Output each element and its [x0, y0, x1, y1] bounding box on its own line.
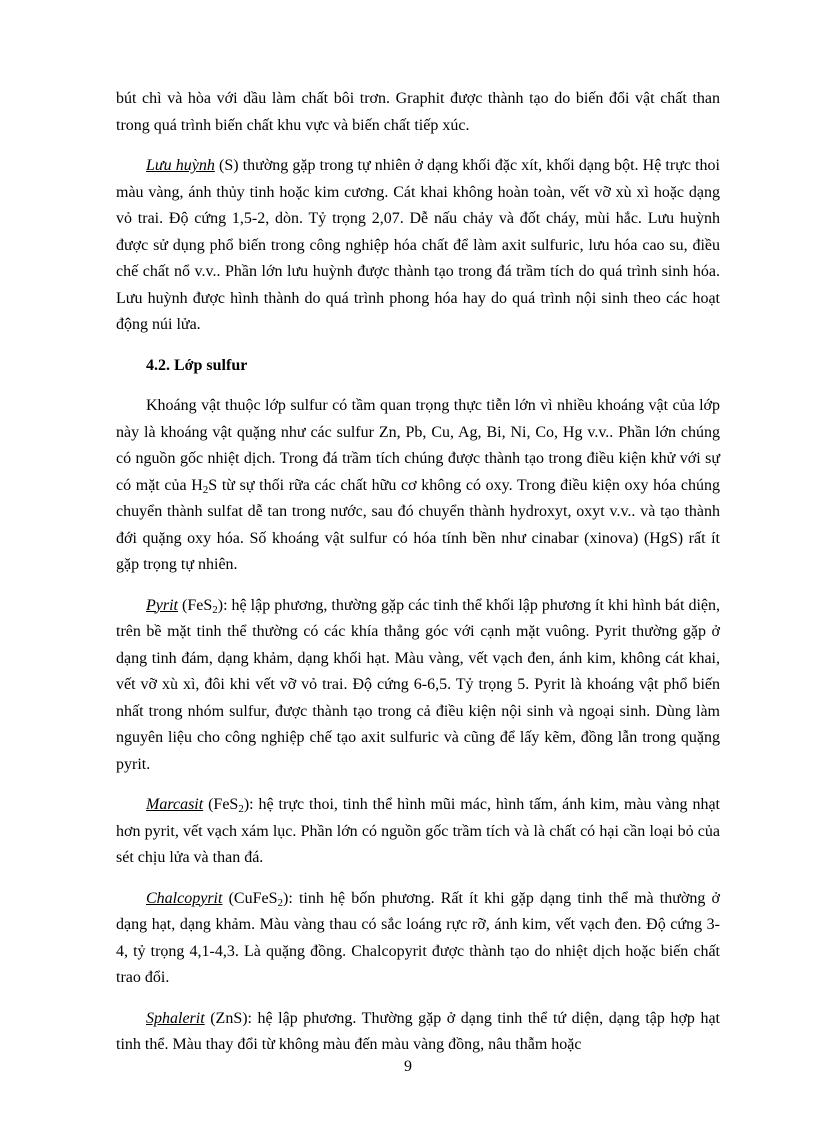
document-page: [116, 86, 720, 1059]
mineral-term-marcasit: Marcasit: [146, 796, 204, 813]
paragraph-text: S từ sự thối rữa các chất hữu cơ không có oxy. Trong điều kiện oxy hóa chúng chuyển thành sulfat dễ tan trong nước, sau đó chuyển thành hydroxyt, oxyt v.v.. và tạo thành đới quặng oxy hóa. Số khoáng vật sulfur có hóa tính bền như cinabar (xinova) (HgS) rất ít gặp trọng tự nhiên.: [116, 476, 720, 573]
paragraph-text: (S) thường gặp trong tự nhiên ở dạng khối đặc xít, khối dạng bột. Hệ trực thoi màu vàng, ánh thủy tinh hoặc kim cương. Cát khai không hoàn toàn, vết vỡ xù xì hoặc dạng vỏ trai. Độ cứng 1,5-2, dòn. Tỷ trọng 2,07. Dễ nấu chảy và đốt cháy, mùi hắc. Lưu huỳnh được sử dụng phổ biến trong công nghiệp hóa chất để làm axit sulfuric, lưu hóa cao su, điều chế chất nổ v.v.. Phần lớn lưu huỳnh được thành tạo trong đá trầm tích do quá trình sinh hóa. Lưu huỳnh được hình thành do quá trình phong hóa hay do quá trình nội sinh theo các hoạt động núi lửa.: [116, 157, 721, 333]
paragraph-sulfur-intro: [116, 393, 720, 579]
subscript: 2: [212, 603, 218, 616]
paragraph-text: ): hệ lập phương, thường gặp các tinh thể khối lập phương ít khi hình bát diện, trên bề mặt tinh thể thường có các khía thẳng góc với cạnh mặt vuông. Pyrit thường gặp ở dạng tinh đám, dạng khảm, dạng khối hạt. Màu vàng, vết vạch đen, ánh kim, không cát khai, vết vỡ xù xì, đôi khi vết vỡ vỏ trai. Độ cứng 6-6,5. Tỷ trọng 5. Pyrit là khoáng vật phổ biến nhất trong nhóm sulfur, được thành tạo trong cả điều kiện nội sinh và ngoại sinh. Dùng làm nguyên liệu cho công nghiệp chế tạo axit sulfuric và cũng để lấy kẽm, đồng lẫn trong quặng pyrit.: [116, 596, 720, 773]
paragraph-luu-huynh: [116, 153, 720, 339]
subscript: 2: [238, 803, 244, 815]
section-heading: 4.2. Lớp sulfur: [146, 356, 248, 374]
paragraph-pyrit: [116, 593, 720, 779]
paragraph-graphit-continued: bút chì và hòa với dầu làm chất bôi trơn. Graphit được thành tạo do biến đổi vật chất than trong quá trình biến chất khu vực và biến chất tiếp xúc.: [116, 90, 720, 134]
paragraph-marcasit: [116, 792, 720, 872]
paragraph-text: (ZnS): hệ lập phương. Thường gặp ở dạng tinh thể tứ diện, dạng tập hợp hạt tinh thể. Màu thay đổi từ không màu đến màu vàng đồng, nâu thẫm hoặc: [116, 1009, 720, 1053]
mineral-term-pyrit: Pyrit: [146, 596, 178, 614]
paragraph-sphalerit: [116, 1006, 720, 1059]
subscript: 2: [202, 483, 209, 496]
subscript: 2: [277, 896, 284, 909]
paragraph-text: ): tinh hệ bốn phương. Rất ít khi gặp dạng tinh thể mà thường ở dạng hạt, dạng khảm. Màu vàng thau có sắc loáng rực rỡ, ánh kim, vết vạch đen. Độ cứng 3-4, tỷ trọng 4,1-4,3. Là quặng đồng. Chalcopyrit được thành tạo do nhiệt dịch hoặc biến chất trao đổi.: [116, 889, 720, 986]
mineral-term-sphalerit: Sphalerit: [146, 1009, 205, 1027]
formula-text: (FeS: [203, 796, 239, 813]
paragraph-chalcopyrit: [116, 886, 720, 992]
formula-text: (FeS: [178, 596, 213, 614]
mineral-term-chalcopyrit: Chalcopyrit: [146, 889, 223, 907]
mineral-term-luu-huynh: Lưu huỳnh: [146, 157, 215, 174]
paragraph-text: Khoáng vật thuộc lớp sulfur có tầm quan trọng thực tiễn lớn vì nhiều khoáng vật của lớp này là khoáng vật quặng như các sulfur Zn, Pb, Cu, Ag, Bi, Ni, Co, Hg v.v.. Phần lớn chúng có nguồn gốc nhiệt dịch. Trong đá trầm tích chúng được thành tạo trong điều kiện khử với sự có mặt của H: [116, 397, 720, 494]
page-number: 9: [404, 1058, 412, 1075]
formula-text: (CuFeS: [222, 889, 278, 907]
paragraph-text: ): hệ trực thoi, tinh thể hình mũi mác, hình tấm, ánh kim, màu vàng nhạt hơn pyrit, vết vạch xám lục. Phần lớn có nguồn gốc trầm tích và là chất có hại cần loại bỏ của sét chịu lửa và than đá.: [116, 796, 721, 866]
